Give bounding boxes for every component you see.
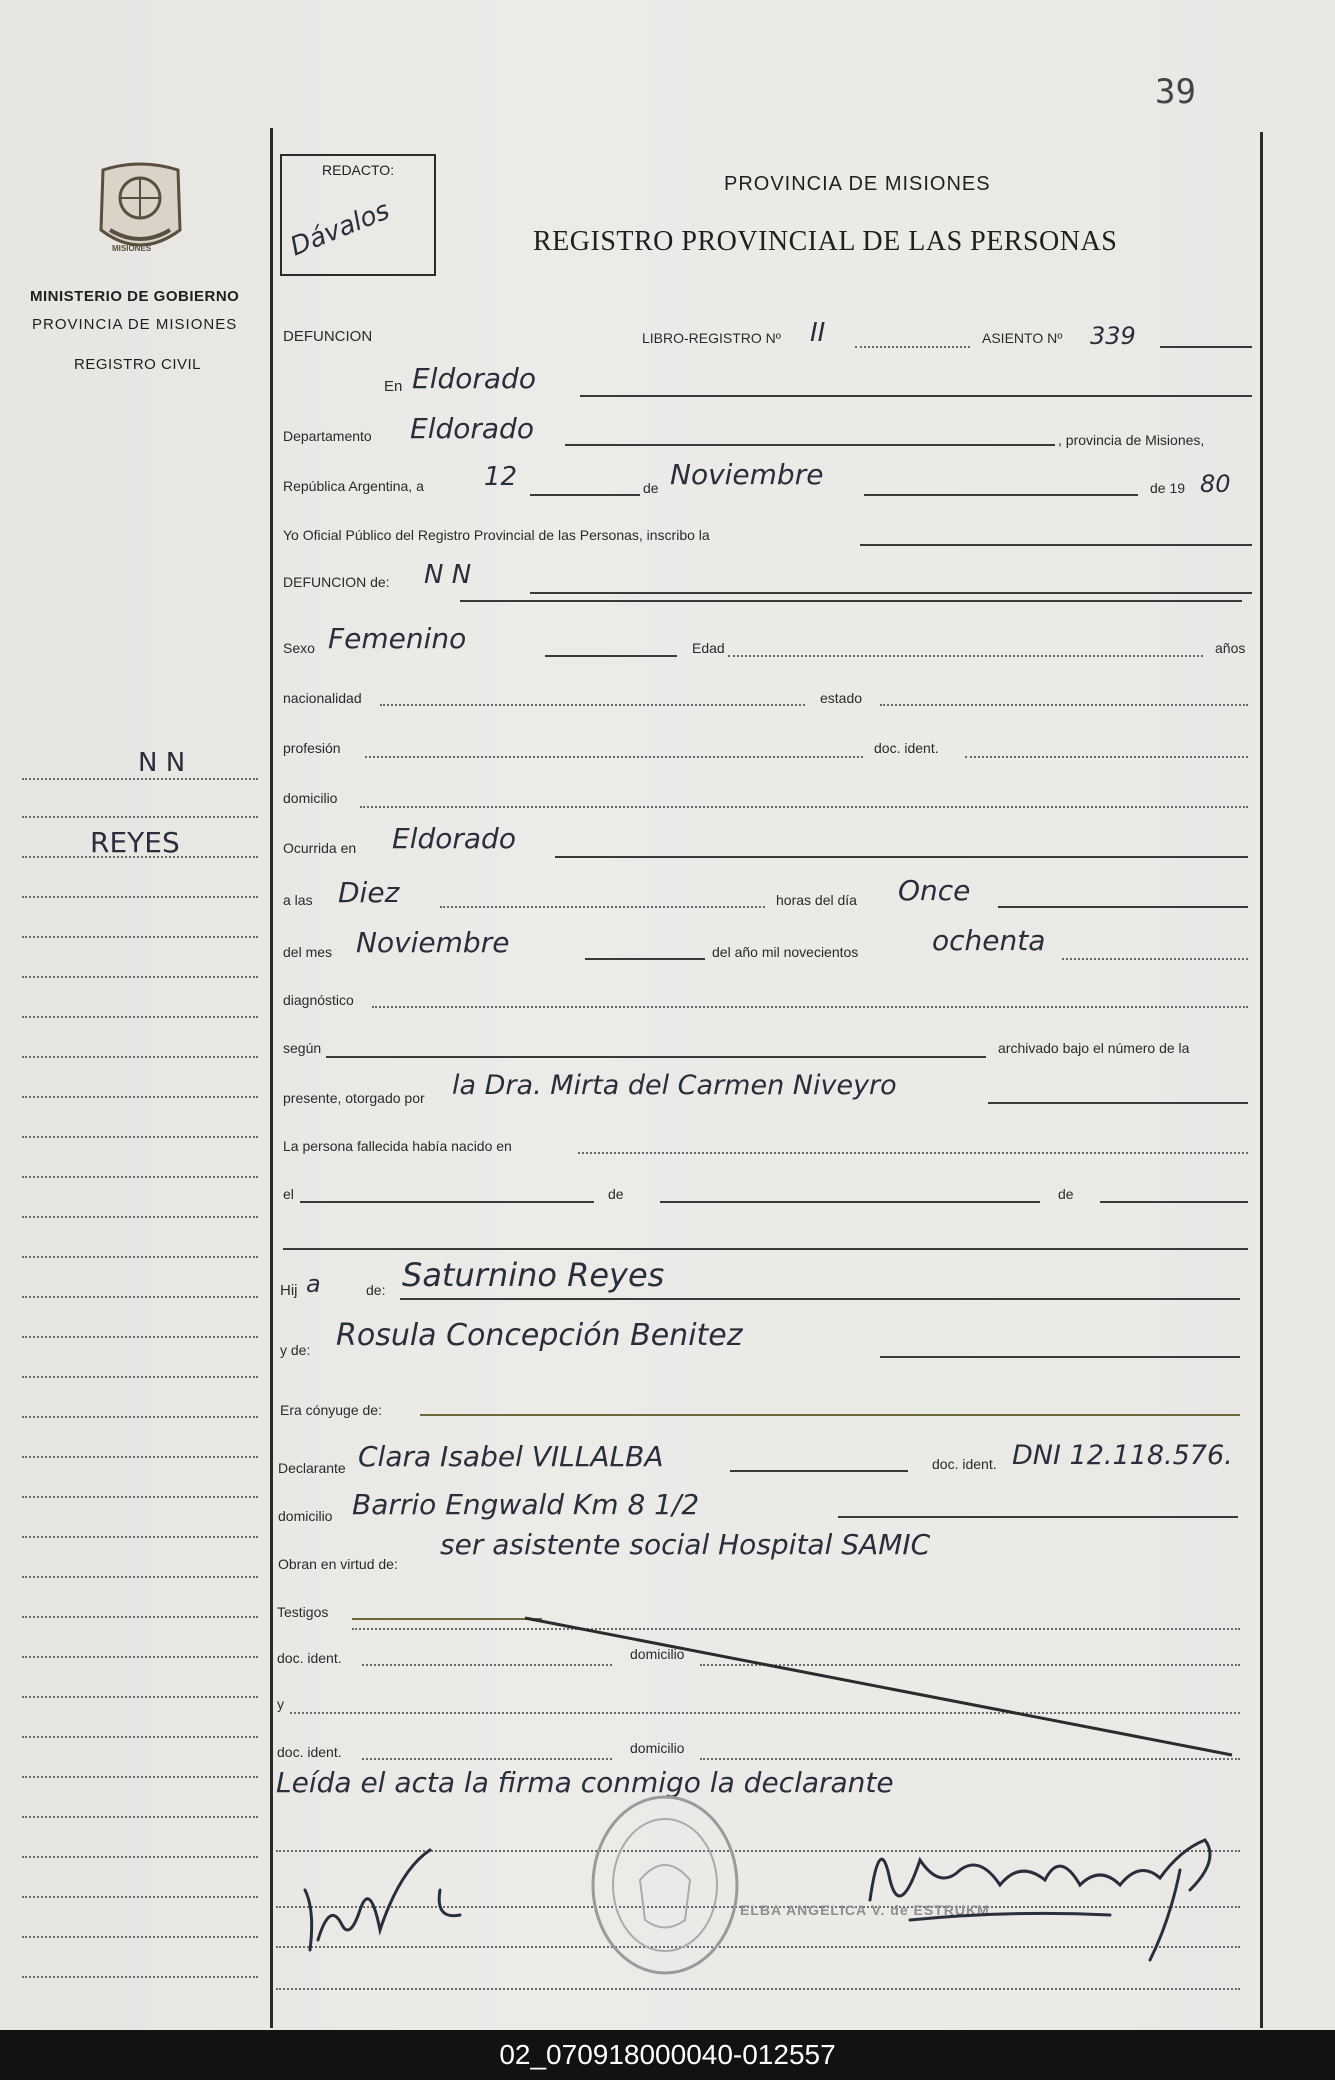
de2-label: de — [1058, 1186, 1074, 1202]
image-id-footer: 02_070918000040-012557 — [0, 2030, 1335, 2080]
frame-left-line — [270, 128, 273, 2028]
asiento-label: ASIENTO Nº — [982, 330, 1063, 346]
padre-value: Saturnino Reyes — [402, 1256, 665, 1294]
ministry-title: MINISTERIO DE GOBIERNO — [30, 288, 240, 305]
official-seal — [585, 1790, 745, 1980]
sexo-label: Sexo — [283, 640, 315, 656]
day-value: 12 — [484, 462, 518, 492]
month-de-label: de — [643, 480, 659, 496]
declarante-doc-label: doc. ident. — [932, 1456, 997, 1472]
defuncion-de-label: DEFUNCION de: — [283, 574, 390, 590]
officer-signature — [850, 1800, 1230, 1970]
declarante-value: Clara Isabel VILLALBA — [358, 1440, 664, 1473]
declarante-label: Declarante — [278, 1460, 346, 1476]
ocurrida-value: Eldorado — [392, 822, 516, 855]
provincia-suffix: , provincia de Misiones, — [1058, 432, 1205, 448]
edad-label: Edad — [692, 640, 725, 656]
redacto-label: REDACTO: — [322, 162, 395, 178]
a-las-value: Diez — [338, 876, 400, 909]
asiento-value: 339 — [1090, 322, 1136, 350]
t2-dom-label: domicilio — [630, 1740, 685, 1756]
office-province: PROVINCIA DE MISIONES — [724, 173, 991, 195]
declarante-doc-value: DNI 12.118.576. — [1012, 1440, 1233, 1471]
year-value: 80 — [1200, 470, 1231, 498]
record-type: DEFUNCION — [283, 328, 373, 345]
testigos-label: Testigos — [277, 1604, 329, 1620]
horas-label: horas del día — [776, 892, 857, 908]
seal-label: MISIONES — [112, 244, 152, 253]
sexo-value: Femenino — [328, 622, 467, 655]
del-ano-value: ochenta — [932, 924, 1046, 957]
civil-registry: REGISTRO CIVIL — [74, 356, 202, 373]
obran-label: Obran en virtud de: — [278, 1556, 398, 1572]
libro-label: LIBRO-REGISTRO Nº — [642, 330, 781, 346]
en-label: En — [384, 378, 403, 395]
archivado-label: archivado bajo el número de la — [998, 1040, 1190, 1056]
declarante-dom-label: domicilio — [278, 1508, 333, 1524]
obran-value: ser asistente social Hospital SAMIC — [440, 1528, 931, 1561]
del-mes-label: del mes — [283, 944, 333, 960]
a-las-label: a las — [283, 892, 313, 908]
declarant-signature — [290, 1830, 490, 1960]
cancellation-line — [520, 1610, 1240, 1760]
segun-label: según — [283, 1040, 322, 1056]
madre-value: Rosula Concepción Benitez — [336, 1318, 743, 1353]
domicilio-label: domicilio — [283, 790, 338, 806]
page-number: 39 — [1155, 72, 1196, 112]
ocurrida-label: Ocurrida en — [283, 840, 357, 856]
presente-label: presente, otorgado por — [283, 1090, 425, 1106]
de1-label: de — [608, 1186, 624, 1202]
redacto-value: Dávalos — [286, 195, 394, 263]
declarante-dom-value: Barrio Engwald Km 8 1/2 — [352, 1488, 700, 1521]
diagnostico-label: diagnóstico — [283, 992, 354, 1008]
t1-dom-label: domicilio — [630, 1646, 685, 1662]
closing-text: Leída el acta la firma conmigo la declarante — [276, 1766, 894, 1799]
y-label: y — [277, 1696, 284, 1712]
hija-de-label: de: — [366, 1282, 386, 1298]
ministry-province: PROVINCIA DE MISIONES — [32, 316, 238, 333]
del-ano-label: del año mil novecientos — [712, 944, 859, 960]
nacionalidad-label: nacionalidad — [283, 690, 362, 706]
t1-doc-label: doc. ident. — [277, 1650, 342, 1666]
republica-label: República Argentina, a — [283, 478, 424, 494]
month-value: Noviembre — [670, 458, 824, 491]
presente-value: la Dra. Mirta del Carmen Niveyro — [452, 1070, 897, 1101]
year-label: de 19 — [1150, 480, 1186, 496]
hija-label: Hij — [280, 1282, 298, 1299]
libro-value: II — [810, 318, 826, 348]
margin-name-line2: REYES — [90, 826, 180, 859]
margin-name-line1: N N — [138, 748, 186, 778]
del-mes-value: Noviembre — [356, 926, 510, 959]
horas-value: Once — [898, 874, 971, 907]
defuncion-de-value: N N — [424, 560, 472, 590]
nacido-label: La persona fallecida había nacido en — [283, 1138, 512, 1154]
hija-suffix: a — [306, 1270, 321, 1298]
officer-stamp: ELBA ANGELICA V. de ESTRUKM — [740, 1902, 990, 1918]
conyuge-label: Era cónyuge de: — [280, 1402, 382, 1418]
profesion-label: profesión — [283, 740, 341, 756]
anos-label: años — [1215, 640, 1246, 656]
estado-label: estado — [820, 690, 863, 706]
departamento-value: Eldorado — [410, 412, 534, 445]
el-label: el — [283, 1186, 294, 1202]
departamento-label: Departamento — [283, 428, 372, 444]
y-de-label: y de: — [280, 1342, 311, 1358]
en-value: Eldorado — [412, 362, 536, 395]
oficial-text: Yo Oficial Público del Registro Provincial de las Personas, inscribo la — [283, 527, 710, 543]
t2-doc-label: doc. ident. — [277, 1744, 342, 1760]
doc-ident-label: doc. ident. — [874, 740, 939, 756]
office-title: REGISTRO PROVINCIAL DE LAS PERSONAS — [533, 226, 1118, 257]
frame-right-line — [1260, 132, 1263, 2028]
